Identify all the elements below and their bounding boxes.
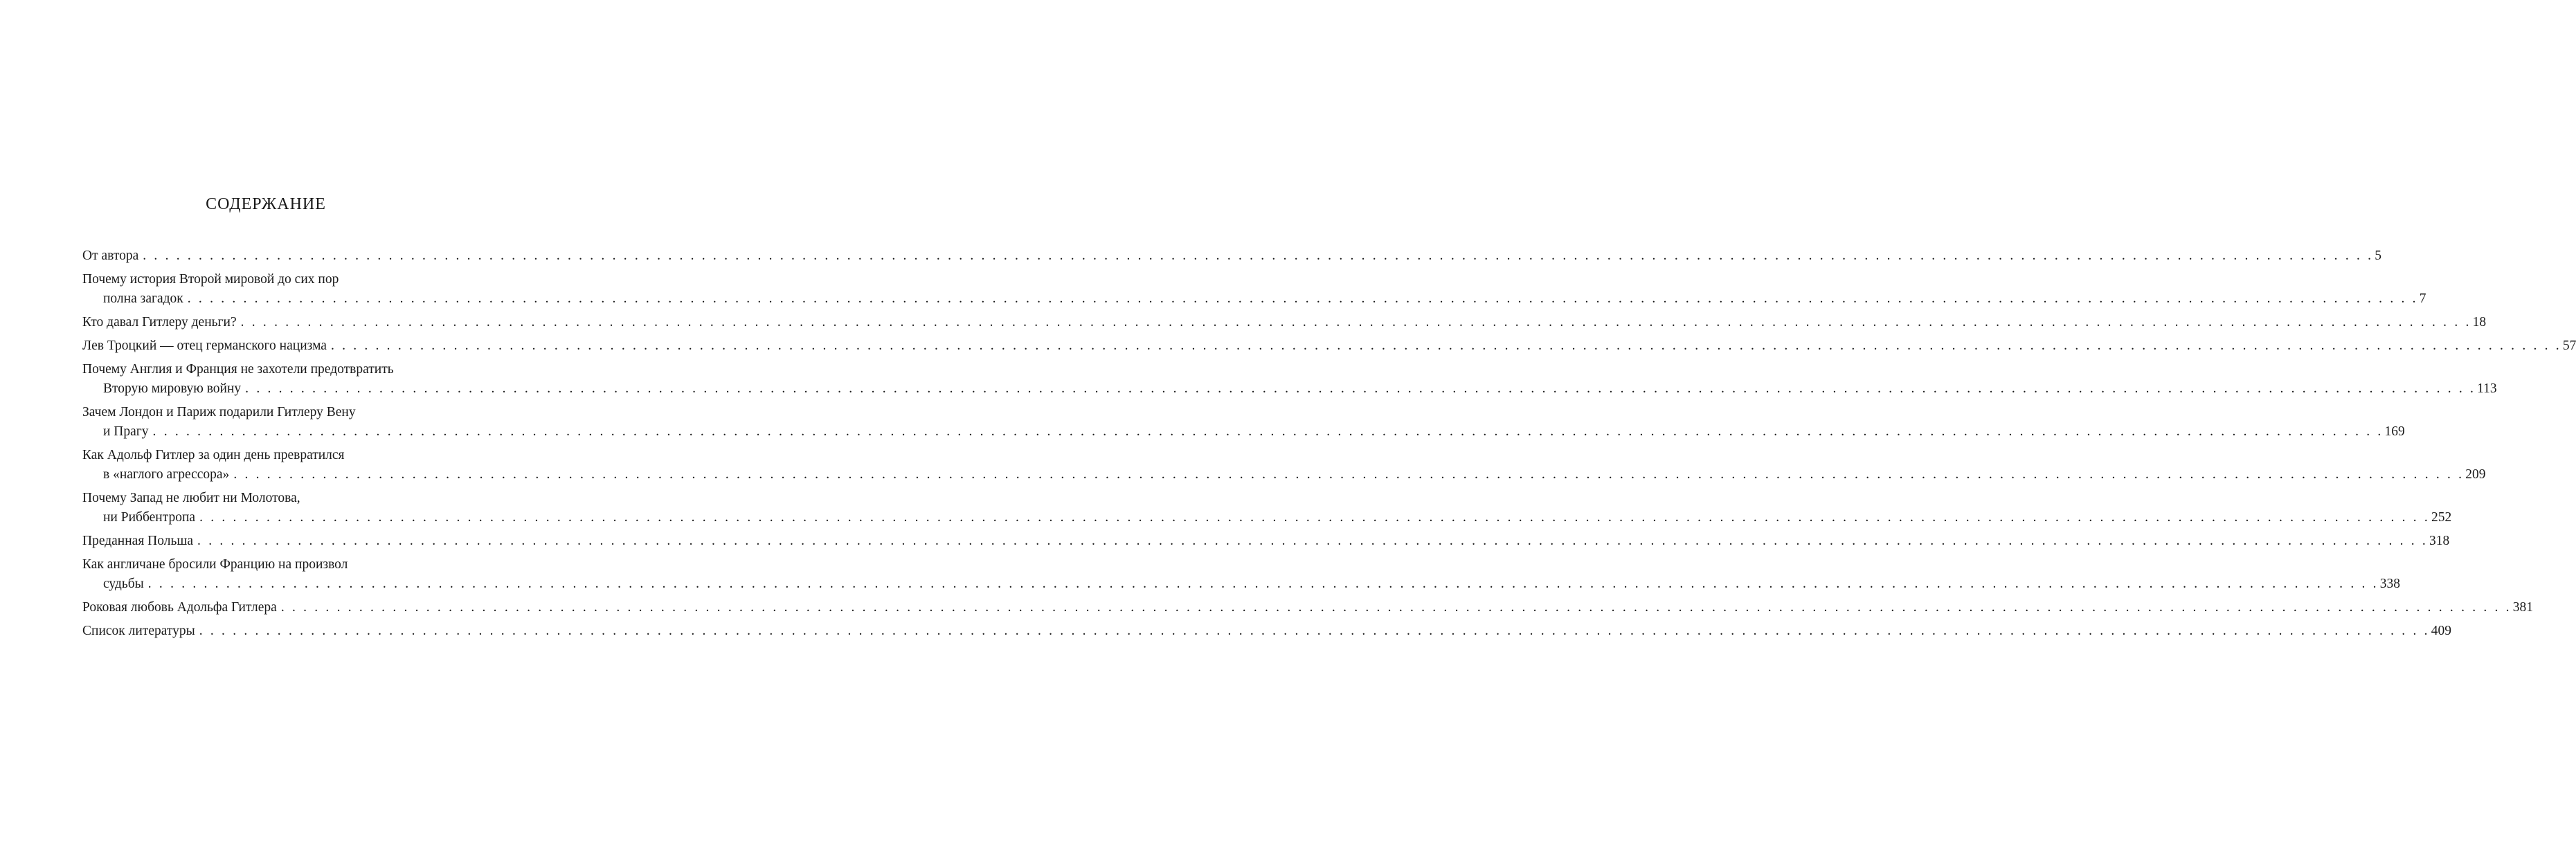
dot-leader: . . . . . . . . . . . . . . . . . . . . . . . . . . . . . . . . . . . . . . . . . . . . . . . . . . . . . . . . . . . . . . . . . . . . . . . . . . . . . . . . . . . . . . . . . . . . . . . . . . . . . . . . . . . . . . . . . . . . . . . . . . . . . . . . . . . . . . . . . . . . . . . . . . . . . . . . . . . . . . . . . . . . . . . . . . . . . . . . . . . . . . . . . . . . . . . . . . . . . . . . xyxy=(197,534,2428,548)
toc-entry-row xyxy=(82,246,2381,266)
toc-page-number: 18 xyxy=(2472,315,2487,329)
toc-entry-title: Вторую мировую войну xyxy=(103,381,242,396)
toc-entry-title: ни Риббентропа xyxy=(103,510,196,525)
toc-page-number: 252 xyxy=(2431,510,2452,525)
toc-page-number: 209 xyxy=(2465,467,2486,482)
dot-leader: . . . . . . . . . . . . . . . . . . . . . . . . . . . . . . . . . . . . . . . . . . . . . . . . . . . . . . . . . . . . . . . . . . . . . . . . . . . . . . . . . . . . . . . . . . . . . . . . . . . . . . . . . . . . . . . . . . . . . . . . . . . . . . . . . . . . . . . . . . . . . . . . . . . . . . . . . . . . . . . . . . . . . . . . . . . . . . . . . . . . . . . . . . . . . . . . . . . . . . . . xyxy=(199,624,2430,638)
dot-leader: . . . . . . . . . . . . . . . . . . . . . . . . . . . . . . . . . . . . . . . . . . . . . . . . . . . . . . . . . . . . . . . . . . . . . . . . . . . . . . . . . . . . . . . . . . . . . . . . . . . . . . . . . . . . . . . . . . . . . . . . . . . . . . . . . . . . . . . . . . . . . . . . . . . . . . . . . . . . . . . . . . . . . . . . . . . . . . . . . . . . . . . . . . . . . . . . . . . . . . . . xyxy=(143,248,2374,263)
dot-leader: . . . . . . . . . . . . . . . . . . . . . . . . . . . . . . . . . . . . . . . . . . . . . . . . . . . . . . . . . . . . . . . . . . . . . . . . . . . . . . . . . . . . . . . . . . . . . . . . . . . . . . . . . . . . . . . . . . . . . . . . . . . . . . . . . . . . . . . . . . . . . . . . . . . . . . . . . . . . . . . . . . . . . . . . . . . . . . . . . . . . . . . . . . . . . . . . . . . . . . . . xyxy=(245,381,2476,396)
dot-leader: . . . . . . . . . . . . . . . . . . . . . . . . . . . . . . . . . . . . . . . . . . . . . . . . . . . . . . . . . . . . . . . . . . . . . . . . . . . . . . . . . . . . . . . . . . . . . . . . . . . . . . . . . . . . . . . . . . . . . . . . . . . . . . . . . . . . . . . . . . . . . . . . . . . . . . . . . . . . . . . . . . . . . . . . . . . . . . . . . . . . . . . . . . . . . . . . . . . . . . . . xyxy=(199,510,2430,525)
dot-leader: . . . . . . . . . . . . . . . . . . . . . . . . . . . . . . . . . . . . . . . . . . . . . . . . . . . . . . . . . . . . . . . . . . . . . . . . . . . . . . . . . . . . . . . . . . . . . . . . . . . . . . . . . . . . . . . . . . . . . . . . . . . . . . . . . . . . . . . . . . . . . . . . . . . . . . . . . . . . . . . . . . . . . . . . . . . . . . . . . . . . . . . . . . . . . . . . . . . . . . . . xyxy=(152,424,2384,439)
toc-entry-title: и Прагу xyxy=(103,424,149,439)
toc-entry-row xyxy=(82,622,2451,641)
toc-entry-title: Кто давал Гитлеру деньги? xyxy=(82,315,237,329)
toc-entry-title: Лев Троцкий — отец германского нацизма xyxy=(82,338,327,353)
toc-page-number: 409 xyxy=(2431,624,2451,638)
toc-page-number: 381 xyxy=(2512,600,2534,615)
toc-entry-title-line: Зачем Лондон и Париж подарили Гитлеру Вену xyxy=(82,405,356,419)
toc-entry xyxy=(82,622,2451,641)
toc-entry xyxy=(82,403,2405,442)
toc-entry-title-line: Почему история Второй мировой до сих пор xyxy=(82,272,339,287)
toc-entry-row xyxy=(82,313,2487,332)
toc-entry xyxy=(82,446,2486,485)
toc-entry xyxy=(82,532,2450,551)
toc-entry-title: полна загадок xyxy=(103,291,183,306)
toc-entry xyxy=(82,555,2400,594)
toc-entry xyxy=(82,489,2452,527)
toc-entry-row xyxy=(82,289,2426,309)
toc-entry-title: От автора xyxy=(82,248,139,263)
toc-entry-title: в «наглого агрессора» xyxy=(103,467,230,482)
toc-entry-row xyxy=(82,532,2450,551)
dot-leader: . . . . . . . . . . . . . . . . . . . . . . . . . . . . . . . . . . . . . . . . . . . . . . . . . . . . . . . . . . . . . . . . . . . . . . . . . . . . . . . . . . . . . . . . . . . . . . . . . . . . . . . . . . . . . . . . . . . . . . . . . . . . . . . . . . . . . . . . . . . . . . . . . . . . . . . . . . . . . . . . . . . . . . . . . . . . . . . . . . . . . . . . . . . . . . . . . . . . . . . . xyxy=(187,291,2418,306)
toc-entry xyxy=(82,360,2497,399)
toc-entry-title: судьбы xyxy=(103,577,144,591)
toc-entry xyxy=(82,336,2576,356)
dot-leader: . . . . . . . . . . . . . . . . . . . . . . . . . . . . . . . . . . . . . . . . . . . . . . . . . . . . . . . . . . . . . . . . . . . . . . . . . . . . . . . . . . . . . . . . . . . . . . . . . . . . . . . . . . . . . . . . . . . . . . . . . . . . . . . . . . . . . . . . . . . . . . . . . . . . . . . . . . . . . . . . . . . . . . . . . . . . . . . . . . . . . . . . . . . . . . . . . . . . . . . . xyxy=(147,577,2379,591)
toc-entry-title: Преданная Польша xyxy=(82,534,194,548)
dot-leader: . . . . . . . . . . . . . . . . . . . . . . . . . . . . . . . . . . . . . . . . . . . . . . . . . . . . . . . . . . . . . . . . . . . . . . . . . . . . . . . . . . . . . . . . . . . . . . . . . . . . . . . . . . . . . . . . . . . . . . . . . . . . . . . . . . . . . . . . . . . . . . . . . . . . . . . . . . . . . . . . . . . . . . . . . . . . . . . . . . . . . . . . . . . . . . . . . . . . . . . . xyxy=(330,338,2561,353)
toc-entry-title-line: Почему Запад не любит ни Молотова, xyxy=(82,491,300,505)
dot-leader: . . . . . . . . . . . . . . . . . . . . . . . . . . . . . . . . . . . . . . . . . . . . . . . . . . . . . . . . . . . . . . . . . . . . . . . . . . . . . . . . . . . . . . . . . . . . . . . . . . . . . . . . . . . . . . . . . . . . . . . . . . . . . . . . . . . . . . . . . . . . . . . . . . . . . . . . . . . . . . . . . . . . . . . . . . . . . . . . . . . . . . . . . . . . . . . . . . . . . . . . xyxy=(240,315,2471,329)
dot-leader: . . . . . . . . . . . . . . . . . . . . . . . . . . . . . . . . . . . . . . . . . . . . . . . . . . . . . . . . . . . . . . . . . . . . . . . . . . . . . . . . . . . . . . . . . . . . . . . . . . . . . . . . . . . . . . . . . . . . . . . . . . . . . . . . . . . . . . . . . . . . . . . . . . . . . . . . . . . . . . . . . . . . . . . . . . . . . . . . . . . . . . . . . . . . . . . . . . . . . . . . xyxy=(233,467,2465,482)
toc-entry xyxy=(82,313,2487,332)
toc-entry-title-line: Как Адольф Гитлер за один день превратился xyxy=(82,448,345,462)
toc-entry-title-line: Почему Англия и Франция не захотели предотвратить xyxy=(82,362,394,377)
toc-page-number: 113 xyxy=(2477,381,2497,396)
toc-entry-title: Роковая любовь Адольфа Гитлера xyxy=(82,600,277,615)
toc-entry xyxy=(82,246,2381,266)
toc-entry-row xyxy=(82,336,2576,356)
toc-page-number: 169 xyxy=(2384,424,2405,439)
toc-entry-row xyxy=(82,379,2497,399)
toc-entry-row xyxy=(82,598,2534,617)
toc-entry-title: Список литературы xyxy=(82,624,195,638)
toc-page-number: 318 xyxy=(2429,534,2450,548)
toc-page-number: 5 xyxy=(2375,248,2381,263)
toc-entry xyxy=(82,270,2426,309)
toc-page-number: 57 xyxy=(2562,338,2576,353)
page-title: СОДЕРЖАНИЕ xyxy=(206,195,326,213)
toc-entry-title-line: Как англичане бросили Францию на произвол xyxy=(82,557,348,572)
toc-entry-row xyxy=(82,465,2486,485)
toc-entry-row xyxy=(82,422,2405,442)
toc-entry-row xyxy=(82,575,2400,594)
toc-entry-row xyxy=(82,508,2452,527)
toc-entry xyxy=(82,598,2534,617)
table-of-contents xyxy=(82,246,2576,645)
toc-page-number: 7 xyxy=(2419,291,2426,306)
dot-leader: . . . . . . . . . . . . . . . . . . . . . . . . . . . . . . . . . . . . . . . . . . . . . . . . . . . . . . . . . . . . . . . . . . . . . . . . . . . . . . . . . . . . . . . . . . . . . . . . . . . . . . . . . . . . . . . . . . . . . . . . . . . . . . . . . . . . . . . . . . . . . . . . . . . . . . . . . . . . . . . . . . . . . . . . . . . . . . . . . . . . . . . . . . . . . . . . . . . . . . . . xyxy=(280,600,2512,615)
toc-page-number: 338 xyxy=(2379,577,2400,591)
